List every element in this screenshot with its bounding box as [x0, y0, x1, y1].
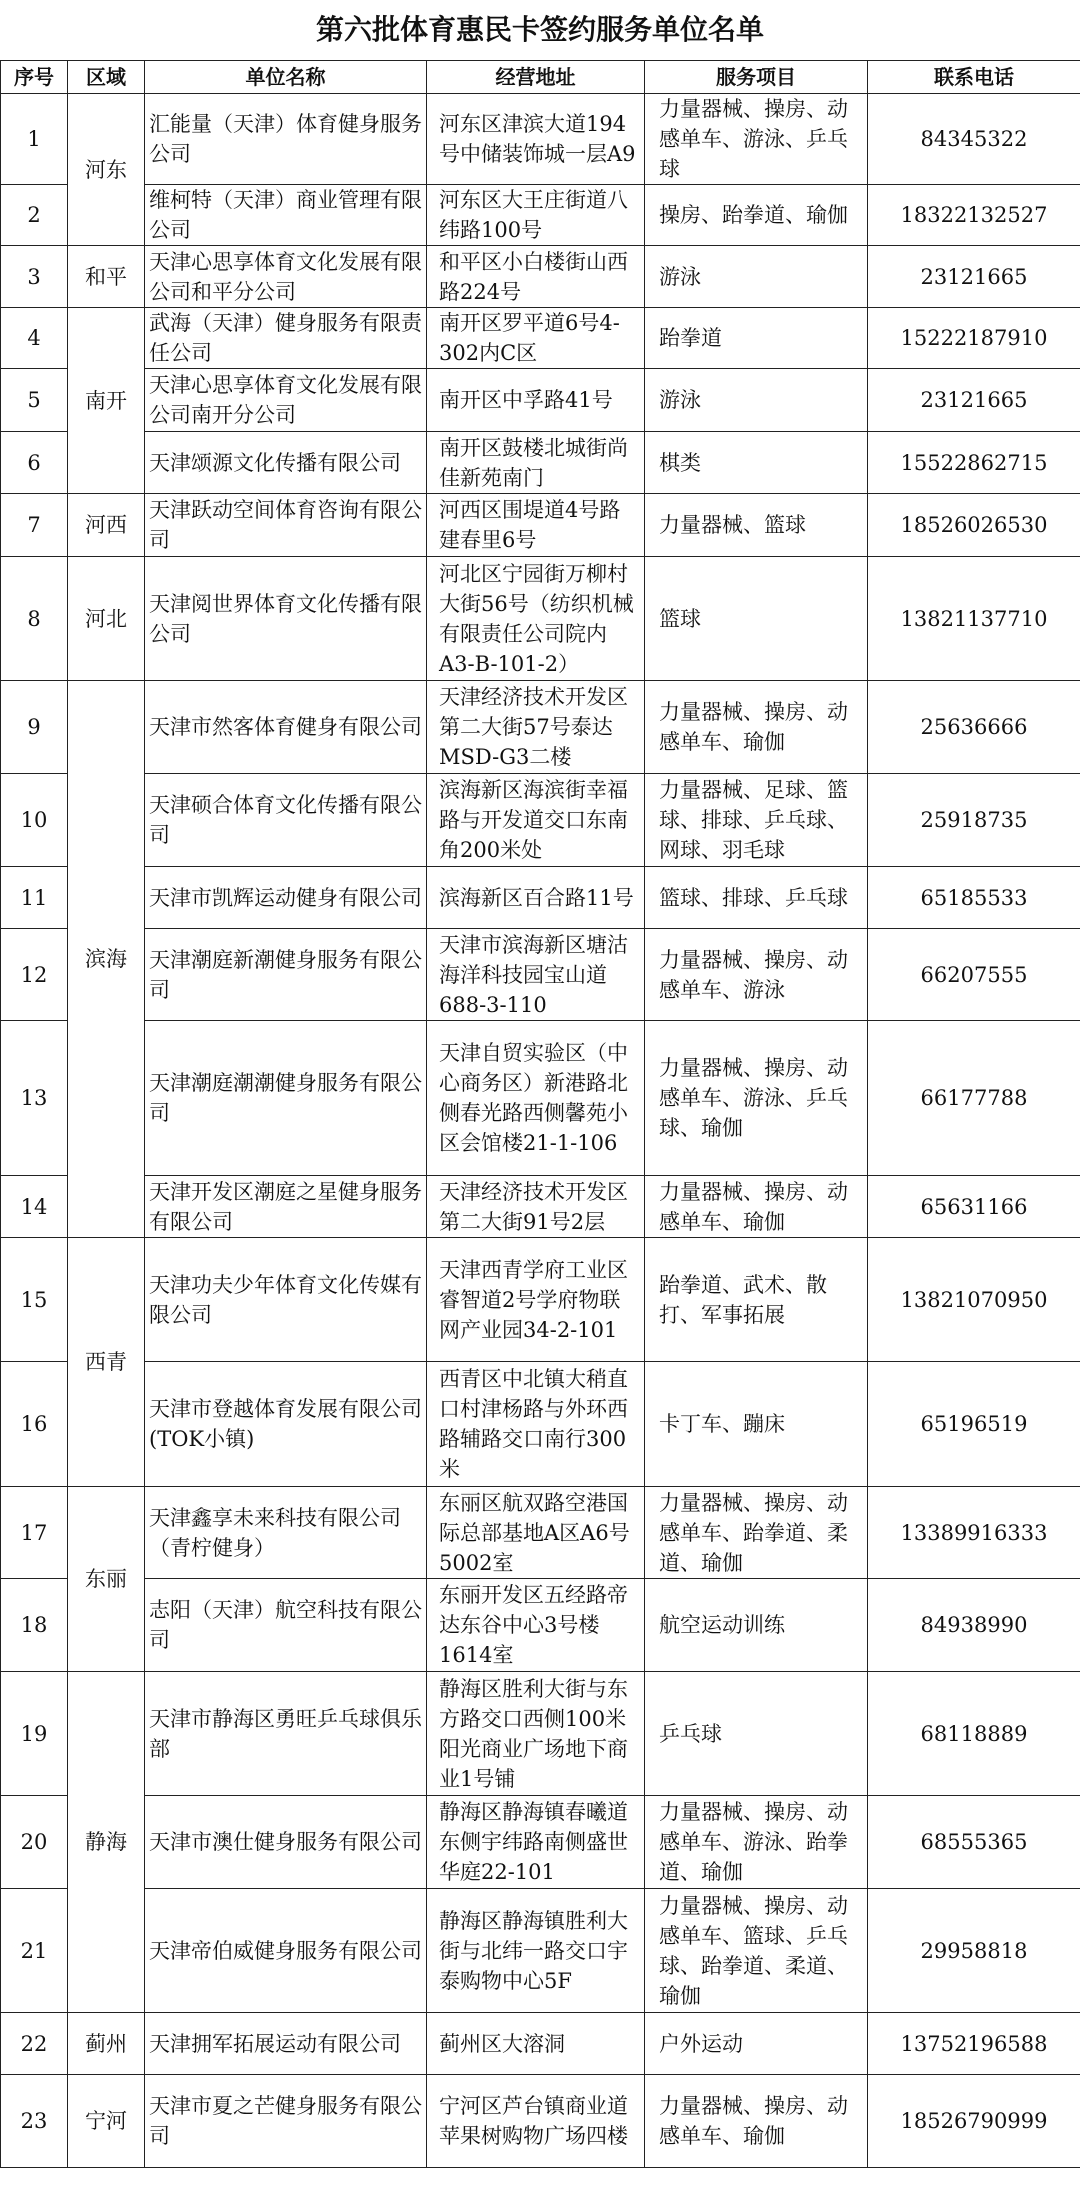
- phone-cell: 66177788: [868, 1021, 1080, 1176]
- region-cell: 西青: [68, 1238, 145, 1487]
- phone-cell: 13752196588: [868, 2013, 1080, 2075]
- phone-cell: 29958818: [868, 1889, 1080, 2013]
- unit-name-cell: 天津市然客体育健身有限公司: [145, 681, 427, 774]
- row-number-cell: 7: [1, 494, 68, 557]
- table-row: [1, 557, 1080, 681]
- phone-cell: 68118889: [868, 1672, 1080, 1796]
- unit-name-cell: 天津帝伯威健身服务有限公司: [145, 1889, 427, 2013]
- unit-name-cell: 天津颂源文化传播有限公司: [145, 432, 427, 494]
- phone-cell: 15222187910: [868, 308, 1080, 369]
- unit-name-cell: 志阳（天津）航空科技有限公司: [145, 1579, 427, 1672]
- unit-name-cell: 天津拥军拓展运动有限公司: [145, 2013, 427, 2075]
- unit-name-cell: 天津阅世界体育文化传播有限公司: [145, 557, 427, 681]
- service-cell: 篮球、排球、乒乓球: [645, 867, 868, 929]
- address-cell: 河东区大王庄街道八纬路100号: [427, 185, 645, 246]
- phone-cell: 18526790999: [868, 2075, 1080, 2168]
- table-row: [1, 494, 1080, 557]
- service-cell: 航空运动训练: [645, 1579, 868, 1672]
- row-number-cell: 9: [1, 681, 68, 774]
- phone-cell: 66207555: [868, 929, 1080, 1021]
- table-row: [1, 681, 1080, 774]
- service-cell: 力量器械、操房、动感单车、游泳、跆拳道、瑜伽: [645, 1796, 868, 1889]
- row-number-cell: 6: [1, 432, 68, 494]
- row-number-cell: 11: [1, 867, 68, 929]
- phone-cell: 84938990: [868, 1579, 1080, 1672]
- address-cell: 天津西青学府工业区睿智道2号学府物联网产业园34-2-101: [427, 1238, 645, 1362]
- phone-cell: 68555365: [868, 1796, 1080, 1889]
- address-cell: 河西区围堤道4号路建春里6号: [427, 494, 645, 557]
- service-cell: 力量器械、操房、动感单车、瑜伽: [645, 1176, 868, 1238]
- address-cell: 南开区中孚路41号: [427, 369, 645, 432]
- service-cell: 跆拳道: [645, 308, 868, 369]
- header-address: 经营地址: [427, 61, 645, 94]
- unit-name-cell: 天津开发区潮庭之星健身服务有限公司: [145, 1176, 427, 1238]
- service-cell: 户外运动: [645, 2013, 868, 2075]
- unit-name-cell: 天津跃动空间体育咨询有限公司: [145, 494, 427, 557]
- table-row: [1, 1021, 1080, 1176]
- service-cell: 游泳: [645, 369, 868, 432]
- address-cell: 南开区罗平道6号4-302内C区: [427, 308, 645, 369]
- service-cell: 力量器械、足球、篮球、排球、乒乓球、网球、羽毛球: [645, 774, 868, 867]
- table-row: [1, 1238, 1080, 1362]
- table-row: [1, 2075, 1080, 2168]
- header-no: 序号: [1, 61, 68, 94]
- unit-name-cell: 天津潮庭新潮健身服务有限公司: [145, 929, 427, 1021]
- phone-cell: 84345322: [868, 94, 1080, 185]
- phone-cell: 25918735: [868, 774, 1080, 867]
- service-cell: 力量器械、操房、动感单车、瑜伽: [645, 681, 868, 774]
- address-cell: 河北区宁园街万柳村大街56号（纺织机械有限责任公司院内A3-B-101-2）: [427, 557, 645, 681]
- unit-name-cell: 维柯特（天津）商业管理有限公司: [145, 185, 427, 246]
- header-region: 区域: [68, 61, 145, 94]
- table-row: [1, 1362, 1080, 1487]
- table-row: [1, 1889, 1080, 2013]
- region-cell: 和平: [68, 246, 145, 308]
- service-cell: 卡丁车、蹦床: [645, 1362, 868, 1487]
- region-cell: 东丽: [68, 1487, 145, 1672]
- address-cell: 静海区静海镇胜利大街与北纬一路交口宇泰购物中心5F: [427, 1889, 645, 2013]
- table-row: [1, 867, 1080, 929]
- header-phone: 联系电话: [868, 61, 1080, 94]
- row-number-cell: 12: [1, 929, 68, 1021]
- unit-name-cell: 天津市登越体育发展有限公司(TOK小镇): [145, 1362, 427, 1487]
- region-cell: 河东: [68, 94, 145, 246]
- table-row: [1, 1672, 1080, 1796]
- unit-name-cell: 天津功夫少年体育文化传媒有限公司: [145, 1238, 427, 1362]
- address-cell: 东丽区航双路空港国际总部基地A区A6号5002室: [427, 1487, 645, 1579]
- row-number-cell: 20: [1, 1796, 68, 1889]
- unit-name-cell: 武海（天津）健身服务有限责任公司: [145, 308, 427, 369]
- phone-cell: 25636666: [868, 681, 1080, 774]
- address-cell: 南开区鼓楼北城街尚佳新苑南门: [427, 432, 645, 494]
- row-number-cell: 14: [1, 1176, 68, 1238]
- region-cell: 宁河: [68, 2075, 145, 2168]
- phone-cell: 18526026530: [868, 494, 1080, 557]
- unit-name-cell: 天津鑫享未来科技有限公司（青柠健身）: [145, 1487, 427, 1579]
- unit-name-cell: 汇能量（天津）体育健身服务公司: [145, 94, 427, 185]
- unit-name-cell: 天津心思享体育文化发展有限公司和平分公司: [145, 246, 427, 308]
- unit-name-cell: 天津潮庭潮潮健身服务有限公司: [145, 1021, 427, 1176]
- address-cell: 天津自贸实验区（中心商务区）新港路北侧春光路西侧馨苑小区会馆楼21-1-106: [427, 1021, 645, 1176]
- table-row: [1, 246, 1080, 308]
- table-row: [1, 185, 1080, 246]
- address-cell: 宁河区芦台镇商业道苹果树购物广场四楼: [427, 2075, 645, 2168]
- address-cell: 东丽开发区五经路帝达东谷中心3号楼1614室: [427, 1579, 645, 1672]
- table-header-row: [1, 61, 1080, 94]
- phone-cell: 15522862715: [868, 432, 1080, 494]
- row-number-cell: 21: [1, 1889, 68, 2013]
- table-row: [1, 369, 1080, 432]
- table-row: [1, 929, 1080, 1021]
- row-number-cell: 3: [1, 246, 68, 308]
- address-cell: 河东区津滨大道194号中储装饰城一层A9: [427, 94, 645, 185]
- service-cell: 力量器械、操房、动感单车、篮球、乒乓球、跆拳道、柔道、瑜伽: [645, 1889, 868, 2013]
- address-cell: 天津市滨海新区塘沽海洋科技园宝山道688-3-110: [427, 929, 645, 1021]
- phone-cell: 65185533: [868, 867, 1080, 929]
- phone-cell: 65196519: [868, 1362, 1080, 1487]
- row-number-cell: 4: [1, 308, 68, 369]
- row-number-cell: 8: [1, 557, 68, 681]
- region-cell: 河西: [68, 494, 145, 557]
- row-number-cell: 16: [1, 1362, 68, 1487]
- row-number-cell: 15: [1, 1238, 68, 1362]
- row-number-cell: 19: [1, 1672, 68, 1796]
- service-cell: 力量器械、篮球: [645, 494, 868, 557]
- unit-name-cell: 天津市凯辉运动健身有限公司: [145, 867, 427, 929]
- region-cell: 蓟州: [68, 2013, 145, 2075]
- table-row: [1, 432, 1080, 494]
- table-row: [1, 774, 1080, 867]
- row-number-cell: 18: [1, 1579, 68, 1672]
- address-cell: 和平区小白楼街山西路224号: [427, 246, 645, 308]
- phone-cell: 13821070950: [868, 1238, 1080, 1362]
- service-cell: 力量器械、操房、动感单车、瑜伽: [645, 2075, 868, 2168]
- row-number-cell: 1: [1, 94, 68, 185]
- region-cell: 南开: [68, 308, 145, 494]
- table-row: [1, 1487, 1080, 1579]
- table-row: [1, 1176, 1080, 1238]
- unit-name-cell: 天津硕合体育文化传播有限公司: [145, 774, 427, 867]
- row-number-cell: 22: [1, 2013, 68, 2075]
- unit-name-cell: 天津心思享体育文化发展有限公司南开分公司: [145, 369, 427, 432]
- page-title: 第六批体育惠民卡签约服务单位名单: [315, 13, 764, 46]
- table-row: [1, 1796, 1080, 1889]
- service-cell: 跆拳道、武术、散打、军事拓展: [645, 1238, 868, 1362]
- service-unit-table: [0, 60, 1080, 2168]
- service-cell: 力量器械、操房、动感单车、游泳、乒乓球: [645, 94, 868, 185]
- unit-name-cell: 天津市澳仕健身服务有限公司: [145, 1796, 427, 1889]
- address-cell: 滨海新区百合路11号: [427, 867, 645, 929]
- header-service: 服务项目: [645, 61, 868, 94]
- address-cell: 天津经济技术开发区第二大街57号泰达MSD-G3二楼: [427, 681, 645, 774]
- table-row: [1, 2013, 1080, 2075]
- phone-cell: 65631166: [868, 1176, 1080, 1238]
- address-cell: 滨海新区海滨街幸福路与开发道交口东南角200米处: [427, 774, 645, 867]
- phone-cell: 23121665: [868, 246, 1080, 308]
- row-number-cell: 17: [1, 1487, 68, 1579]
- address-cell: 天津经济技术开发区第二大街91号2层: [427, 1176, 645, 1238]
- service-cell: 力量器械、操房、动感单车、跆拳道、柔道、瑜伽: [645, 1487, 868, 1579]
- service-cell: 乒乓球: [645, 1672, 868, 1796]
- region-cell: 河北: [68, 557, 145, 681]
- table-row: [1, 1579, 1080, 1672]
- region-cell: 滨海: [68, 681, 145, 1238]
- service-cell: 篮球: [645, 557, 868, 681]
- service-cell: 游泳: [645, 246, 868, 308]
- unit-name-cell: 天津市静海区勇旺乒乓球俱乐部: [145, 1672, 427, 1796]
- service-cell: 力量器械、操房、动感单车、游泳: [645, 929, 868, 1021]
- phone-cell: 13821137710: [868, 557, 1080, 681]
- unit-name-cell: 天津市夏之芒健身服务有限公司: [145, 2075, 427, 2168]
- row-number-cell: 2: [1, 185, 68, 246]
- header-unit-name: 单位名称: [145, 61, 427, 94]
- address-cell: 蓟州区大溶洞: [427, 2013, 645, 2075]
- region-cell: 静海: [68, 1672, 145, 2013]
- table-row: [1, 308, 1080, 369]
- address-cell: 西青区中北镇大稍直口村津杨路与外环西路辅路交口南行300米: [427, 1362, 645, 1487]
- service-cell: 棋类: [645, 432, 868, 494]
- row-number-cell: 13: [1, 1021, 68, 1176]
- address-cell: 静海区胜利大街与东方路交口西侧100米阳光商业广场地下商业1号铺: [427, 1672, 645, 1796]
- service-cell: 操房、跆拳道、瑜伽: [645, 185, 868, 246]
- row-number-cell: 10: [1, 774, 68, 867]
- row-number-cell: 5: [1, 369, 68, 432]
- service-cell: 力量器械、操房、动感单车、游泳、乒乓球、瑜伽: [645, 1021, 868, 1176]
- phone-cell: 18322132527: [868, 185, 1080, 246]
- address-cell: 静海区静海镇春曦道东侧宇纬路南侧盛世华庭22-101: [427, 1796, 645, 1889]
- phone-cell: 23121665: [868, 369, 1080, 432]
- phone-cell: 13389916333: [868, 1487, 1080, 1579]
- table-row: [1, 94, 1080, 185]
- row-number-cell: 23: [1, 2075, 68, 2168]
